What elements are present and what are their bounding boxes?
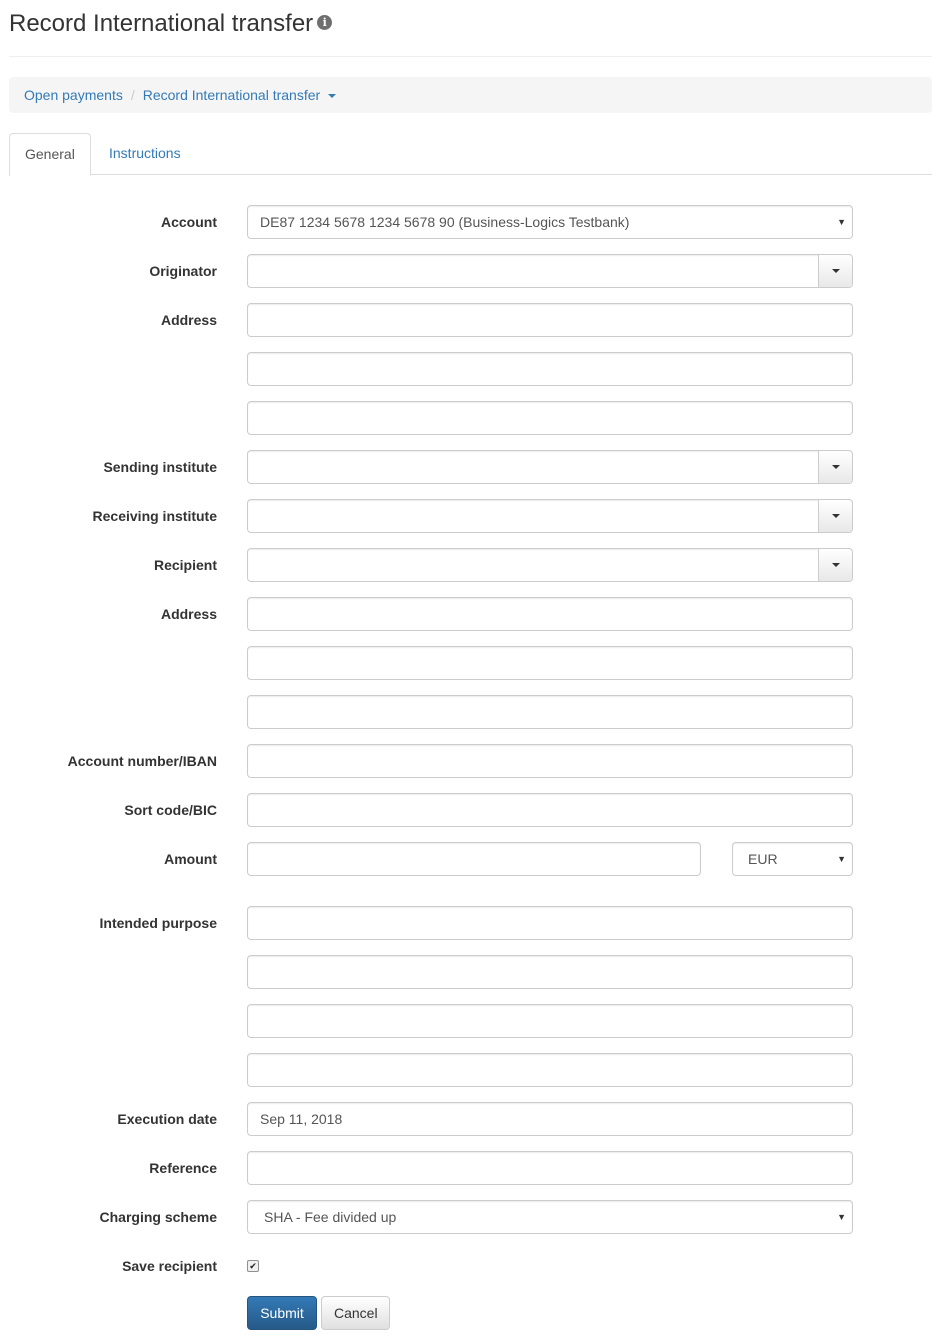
save-recipient-label: Save recipient	[122, 1258, 217, 1274]
originator-dropdown-button[interactable]	[818, 255, 852, 287]
intended-purpose-line-1[interactable]	[247, 906, 853, 940]
caret-down-icon	[832, 514, 840, 518]
breadcrumb	[9, 77, 932, 113]
select-arrow-icon: ▼	[837, 217, 846, 227]
select-arrow-icon: ▼	[837, 1212, 846, 1222]
tab-general[interactable]: General	[9, 133, 91, 176]
receiving-institute-label: Receiving institute	[92, 508, 217, 524]
recipient-address-label: Address	[160, 606, 217, 622]
amount-input[interactable]	[247, 842, 701, 876]
page-title	[9, 8, 332, 40]
charging-scheme-value: SHA - Fee divided up	[264, 1209, 397, 1225]
page-title-text: Record International transfer	[9, 10, 314, 37]
account-number-label: Account number/IBAN	[67, 753, 217, 769]
sending-institute-combobox[interactable]	[247, 450, 853, 484]
tab-bar	[9, 133, 932, 175]
breadcrumb-current-page[interactable]	[143, 87, 336, 103]
intended-purpose-line-2[interactable]	[247, 955, 853, 989]
recipient-combobox[interactable]	[247, 548, 853, 582]
sort-code-input[interactable]	[247, 793, 853, 827]
caret-down-icon	[832, 465, 840, 469]
intended-purpose-label: Intended purpose	[99, 915, 217, 931]
originator-address-label: Address	[160, 312, 217, 328]
cancel-button[interactable]: Cancel	[321, 1296, 390, 1330]
originator-address-line-1[interactable]	[247, 303, 853, 337]
breadcrumb-separator: /	[130, 87, 135, 103]
currency-select[interactable]	[732, 842, 853, 876]
caret-down-icon	[832, 563, 840, 567]
account-number-input[interactable]	[247, 744, 853, 778]
receiving-institute-combobox[interactable]	[247, 499, 853, 533]
charging-scheme-select[interactable]	[247, 1200, 853, 1234]
checkmark-icon: ✔	[249, 1261, 257, 1271]
intended-purpose-line-3[interactable]	[247, 1004, 853, 1038]
originator-address-line-2[interactable]	[247, 352, 853, 386]
sending-institute-dropdown-button[interactable]	[818, 451, 852, 483]
recipient-dropdown-button[interactable]	[818, 549, 852, 581]
sort-code-label: Sort code/BIC	[124, 802, 217, 818]
recipient-address-line-2[interactable]	[247, 646, 853, 680]
title-divider	[9, 56, 932, 57]
breadcrumb-current-label: Record International transfer	[142, 87, 321, 103]
recipient-address-line-3[interactable]	[247, 695, 853, 729]
receiving-institute-dropdown-button[interactable]	[818, 500, 852, 532]
submit-button[interactable]: Submit	[247, 1296, 317, 1330]
breadcrumb-open-payments[interactable]: Open payments	[24, 87, 123, 103]
intended-purpose-line-4[interactable]	[247, 1053, 853, 1087]
account-label: Account	[161, 214, 217, 230]
reference-input[interactable]	[247, 1151, 853, 1185]
chevron-down-icon	[328, 94, 336, 98]
info-icon[interactable]: i	[317, 15, 332, 30]
tab-instructions[interactable]: Instructions	[109, 145, 181, 161]
recipient-address-line-1[interactable]	[247, 597, 853, 631]
amount-label: Amount	[164, 851, 217, 867]
sending-institute-label: Sending institute	[103, 459, 217, 475]
execution-date-input[interactable]: Sep 11, 2018	[247, 1102, 853, 1136]
currency-value: EUR	[748, 851, 778, 867]
execution-date-label: Execution date	[117, 1111, 217, 1127]
charging-scheme-label: Charging scheme	[99, 1209, 217, 1225]
originator-combobox[interactable]	[247, 254, 853, 288]
select-arrow-icon: ▼	[837, 854, 846, 864]
recipient-label: Recipient	[153, 557, 217, 573]
originator-address-line-3[interactable]	[247, 401, 853, 435]
caret-down-icon	[832, 269, 840, 273]
save-recipient-checkbox[interactable]	[247, 1260, 259, 1272]
originator-label: Originator	[149, 263, 217, 279]
account-select[interactable]	[247, 205, 853, 239]
account-select-value: DE87 1234 5678 1234 5678 90 (Business-Logics Testbank)	[260, 214, 630, 230]
reference-label: Reference	[149, 1160, 217, 1176]
